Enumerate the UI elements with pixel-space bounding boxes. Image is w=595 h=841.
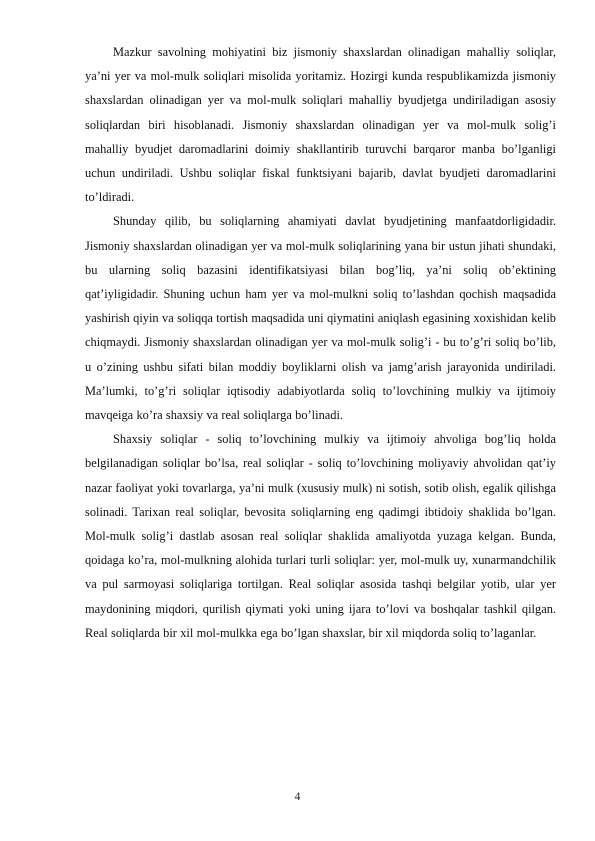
paragraph-2: Shunday qilib, bu soliqlarning ahamiyati davlat byudjetining manfaatdorligidadir. Jismoniy shaxslardan olinadigan yer va mol-mulk soliqlarining yana bir ustun jihati shundaki, bu ularning soliq bazasini identifikatsiyasi bilan bog’liq, ya’ni soliq ob’ektining qat’iyligidadir. Shuning uchun ham yer va mol-mulkni soliq to’lashdan qochish maqsadida yashirish qiyin va soliqqa tortish maqsadida uni qiymatini aniqlash egasining xoxishidan kelib chiqmaydi. Jismoniy shaxslardan olinadigan yer va mol-mulk solig’i - bu to’g’ri soliq bo’lib, u o’zining ushbu sifati bilan moddiy boyliklarni olish va jamg’arish jarayonida undiriladi. Ma’lumki, to’g’ri soliqlar iqtisodiy adabiyotlarda soliq to’lovchining mulkiy va ijtimoiy mavqeiga ko’ra shaxsiy va real soliqlarga bo’linadi.	[85, 214, 556, 423]
document-body	[85, 40, 556, 645]
page-number: 4	[294, 791, 301, 803]
paragraph-3: Shaxsiy soliqlar - soliq to’lovchining mulkiy va ijtimoiy ahvoliga bog’liq holda belgilanadigan soliqlar bo’lsa, real soliqlar - soliq to’lovchining moliyaviy ahvolidan qat’iy nazar faoliyat yoki tovarlarga, ya’ni mulk (xususiy mulk) ni sotish, sotib olish, egalik qilishga solinadi. Tarixan real soliqlar, bevosita soliqlarning eng qadimgi ibtidoiy shaklida bo’lgan. Mol-mulk solig’i dastlab asosan real soliqlar shaklida amaliyotda yuzaga kelgan. Bunda, qoidaga ko’ra, mol-mulkning alohida turlari turli soliqlar: yer, mol-mulk uy, xunarmandchilik va pul sarmoyasi soliqlariga tortilgan. Real soliqlar asosida tashqi belgilar yotib, ular yer maydonining miqdori, qurilish qiymati yoki uning ijara to’lovi va boshqalar tashkil qilgan. Real soliqlarda bir xil mol-mulkka ega bo’lgan shaxslar, bir xil miqdorda soliq to’laganlar.	[85, 432, 556, 640]
paragraph-1: Mazkur savolning mohiyatini biz jismoniy shaxslardan olinadigan mahalliy soliqlar, ya’ni yer va mol-mulk soliqlari misolida yoritamiz. Hozirgi kunda respublikamizda jismoniy shaxslardan olinadigan yer va mol-mulk soliqlari mahalliy byudjetga undiriladigan asosiy soliqlardan biri hisoblanadi. Jismoniy shaxslardan olinadigan yer va mol-mulk solig’i mahalliy byudjet daromadlarini doimiy shakllantirib turuvchi barqaror manba bo’lganligi uchun undiriladi. Ushbu soliqlar fiskal funktsiyani bajarib, davlat byudjeti daromadlarini to’ldiradi.	[85, 45, 556, 205]
